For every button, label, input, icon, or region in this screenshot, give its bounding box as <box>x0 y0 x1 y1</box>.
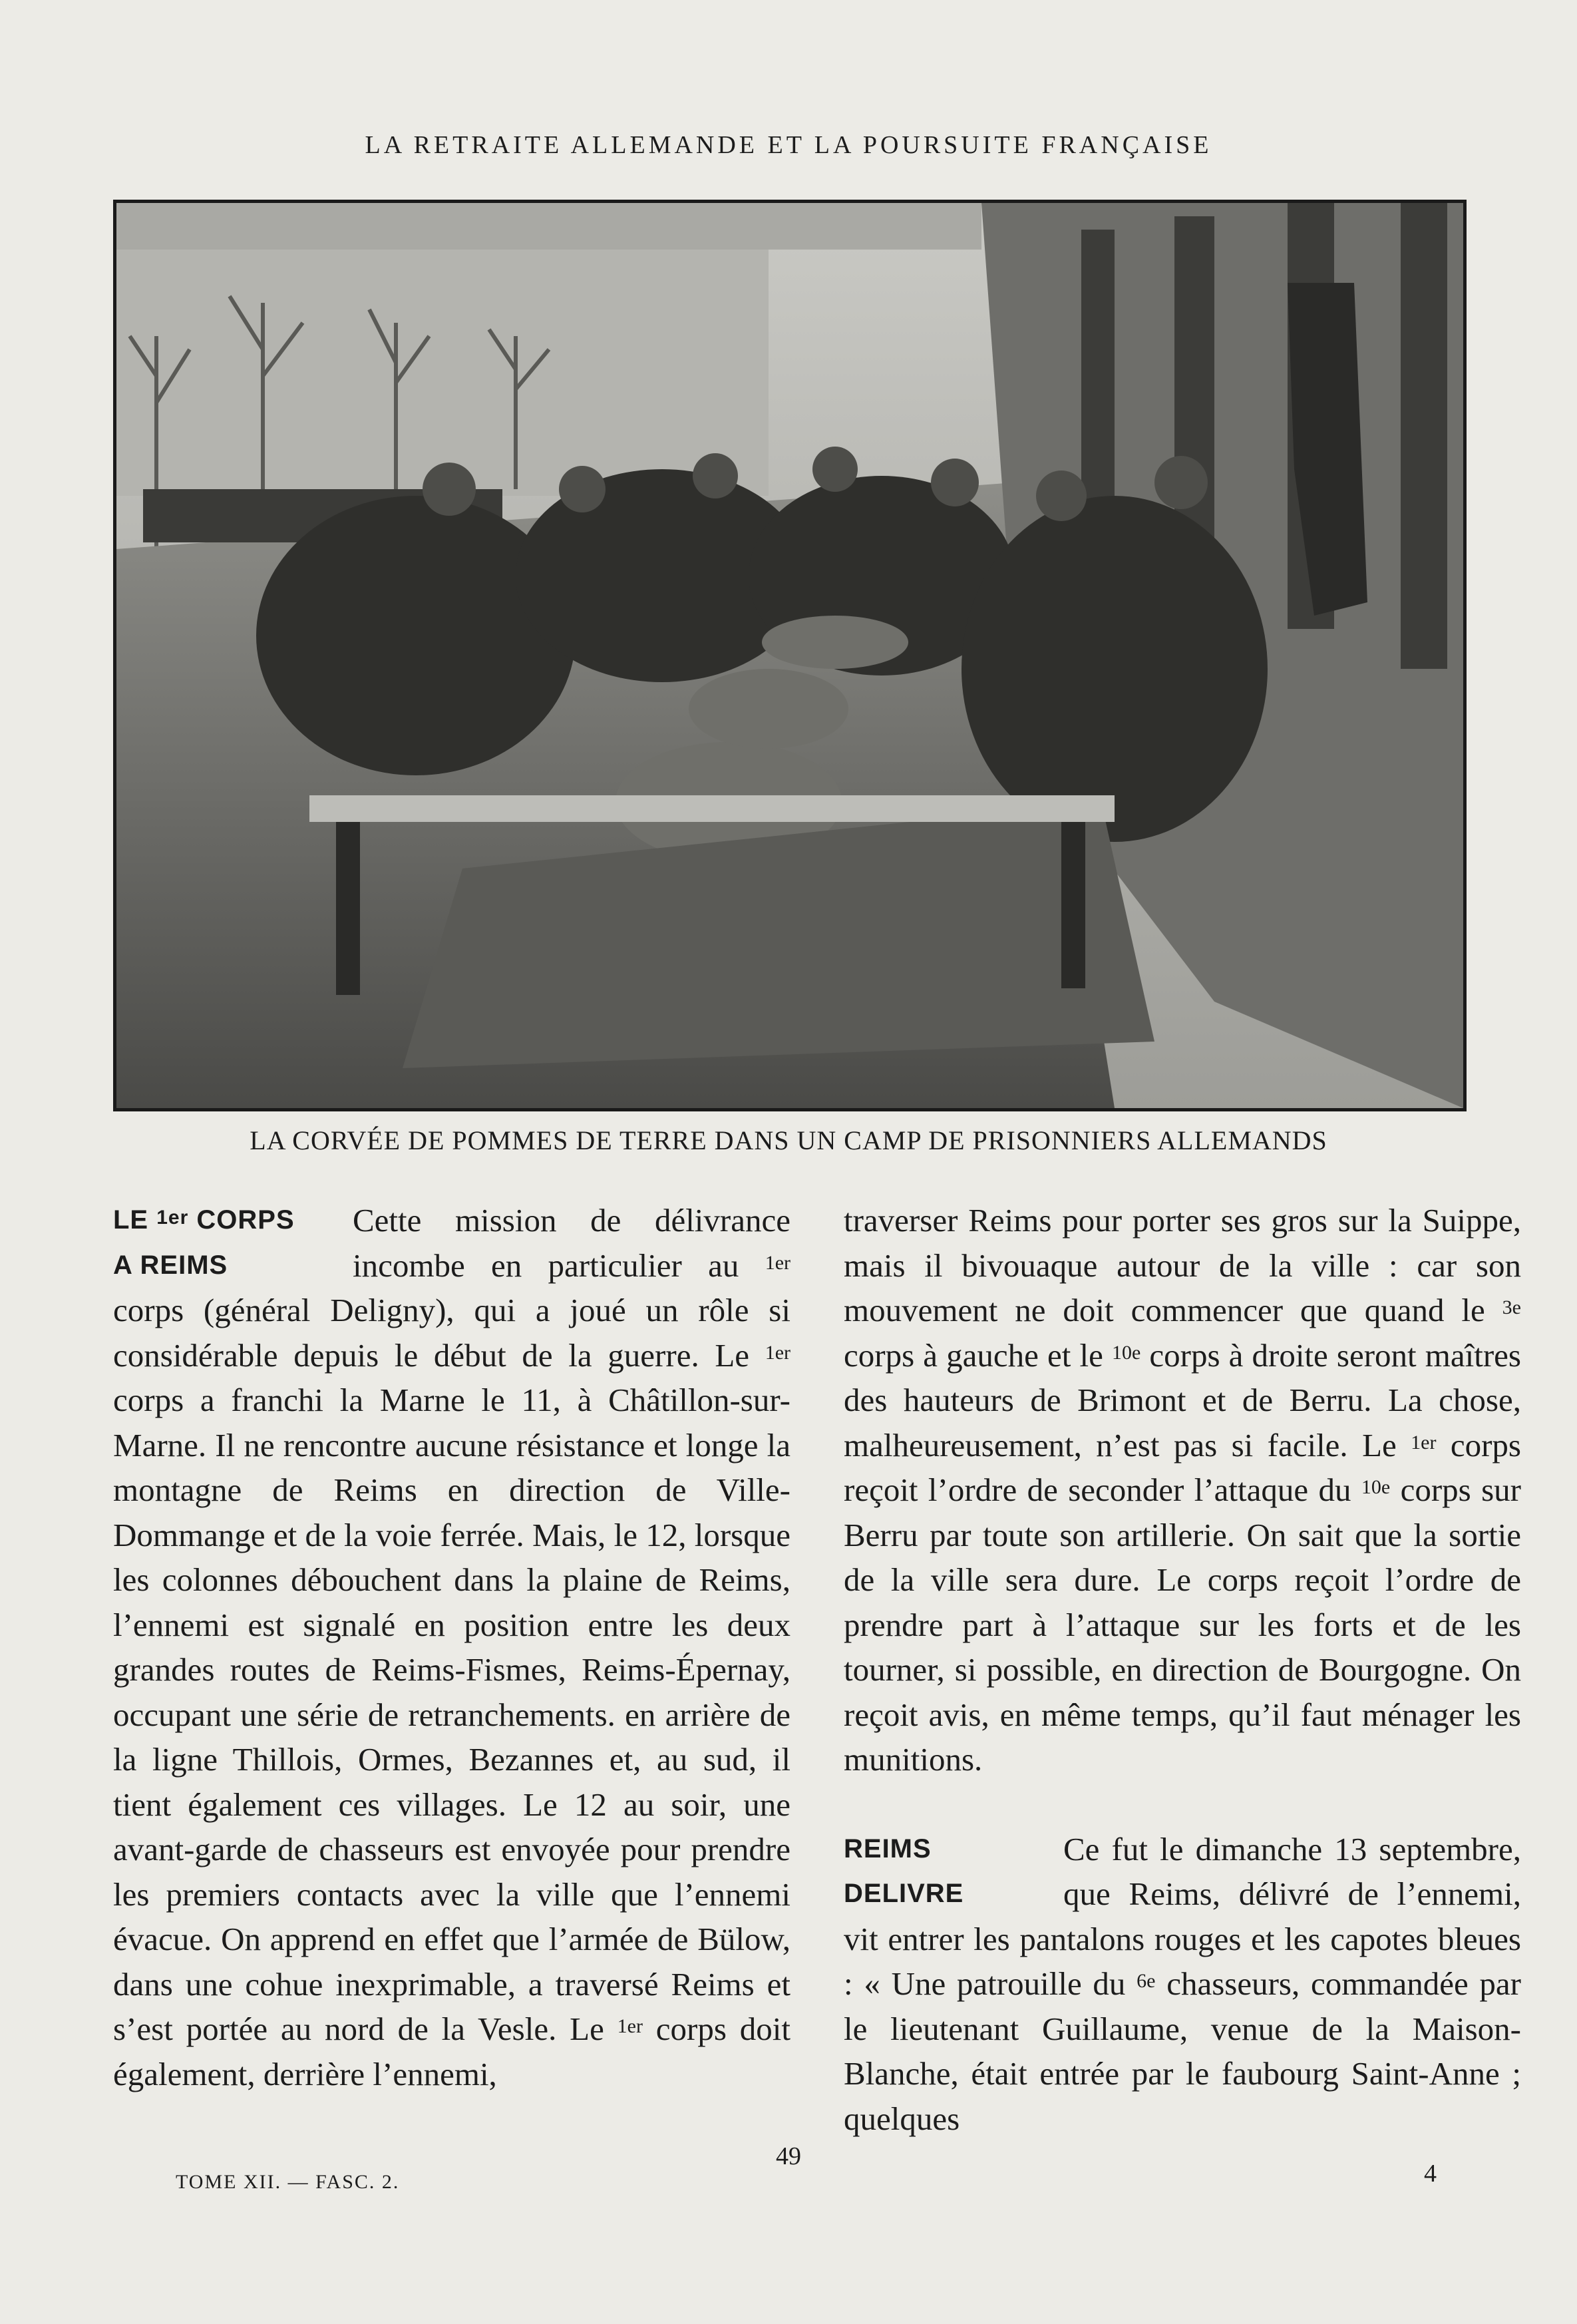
photo-caption: LA CORVÉE DE POMMES DE TERRE DANS UN CAMP DE PRISONNIERS ALLEMANDS <box>250 1125 1327 1155</box>
sidehead-le-1er-corps <box>113 1198 353 1288</box>
sidehead-line: REIMS <box>844 1834 932 1863</box>
superscript: 1er <box>617 2015 643 2037</box>
text-run: chasseurs, commandée par le lieutenant Guillaume, venue de la Maison-Blanche, était entrée par le faubourg Saint-Anne ; quelques <box>844 1965 1521 2137</box>
paragraph-spacer <box>844 1782 1521 1827</box>
superscript: 6e <box>1137 1970 1156 1992</box>
text-run: corps à droite seront maîtres des hauteurs de Brimont et de Berru. La chose, malheureusement, n’est pas si facile. Le <box>844 1336 1521 1463</box>
photo-illustration <box>116 203 1463 1108</box>
sidehead-text: CORPS <box>188 1205 295 1235</box>
body-paragraph <box>844 1198 1521 1782</box>
superscript: 3e <box>1502 1296 1521 1318</box>
left-column <box>113 1198 790 2096</box>
text-run: corps sur Berru par toute son artillerie. On sait que la sortie de la ville sera dure. Le corps reçoit l’ordre de prendre part à l’attaque sur les forts et de les tourner, si possible, en direction de Bourgogne. On reçoit avis, en même temps, qu’il faut ménager les munitions. <box>844 1471 1521 1778</box>
body-paragraph <box>113 1198 790 2096</box>
text-run: corps a franchi la Marne le 11, à Châtillon-sur-Marne. Il ne rencontre aucune résistance et longe la montagne de Reims en direction de Ville-Dommange et de la voie ferrée. Mais, le 12, lorsque les colonnes débouchent dans la plaine de Reims, l’ennemi est signalé en position entre les deux grandes routes de Reims-Fismes, Reims-Épernay, occupant une série de retranchements. en arrière de la ligne Thillois, Ormes, Bezannes et, au sud, il tient également ces villages. Le 12 au soir, une avant-garde de chasseurs est envoyée pour prendre les premiers contacts avec la ville que l’ennemi évacue. On apprend en effet que l’armée de Bülow, dans une cohue inexprimable, a traversé Reims et s’est portée au nord de la Vesle. Le <box>113 1382 790 2047</box>
text-run: Cette mission de délivrance incombe en particulier au <box>353 1202 790 1284</box>
sidehead-reims-delivre <box>844 1827 1063 1917</box>
text-run: corps à gauche et le <box>844 1336 1112 1374</box>
volume-signature: TOME XII. — FASC. 2. <box>176 2171 400 2193</box>
superscript: 1er <box>765 1341 790 1364</box>
superscript: 10e <box>1361 1476 1391 1498</box>
sidehead-line <box>113 1198 353 1243</box>
text-run: corps doit également, derrière l’ennemi, <box>113 2011 790 2092</box>
text-run: traverser Reims pour porter ses gros sur la Suippe, mais il bivouaque autour de la ville : car son mouvement ne doit commencer que quand le <box>844 1202 1521 1328</box>
page-number: 49 <box>776 2142 801 2170</box>
sidehead-line: A REIMS <box>113 1250 228 1280</box>
superscript: 10e <box>1111 1341 1141 1364</box>
sheet-number: 4 <box>1424 2160 1437 2188</box>
sidehead-text: LE <box>113 1205 157 1235</box>
sidehead-superscript: 1er <box>156 1207 189 1229</box>
text-run: corps (général Deligny), qui a joué un rôle si considérable depuis le début de la guerre. Le <box>113 1292 790 1374</box>
right-column <box>844 1198 1521 2141</box>
sidehead-line: DELIVRE <box>844 1879 964 1908</box>
superscript: 1er <box>765 1251 790 1274</box>
photograph <box>113 200 1467 1111</box>
text-run: corps reçoit l’ordre de seconder l’attaque du <box>844 1426 1521 1508</box>
text-run: Ce fut le dimanche 13 septembre, que Reims, délivré de l’ennemi, vit entrer les pantalons rouges et les capotes bleues : « Une patrouille du <box>844 1830 1521 2002</box>
running-head: LA RETRAITE ALLEMANDE ET LA POURSUITE FRANÇAISE <box>365 131 1212 159</box>
superscript: 1er <box>1411 1431 1437 1453</box>
